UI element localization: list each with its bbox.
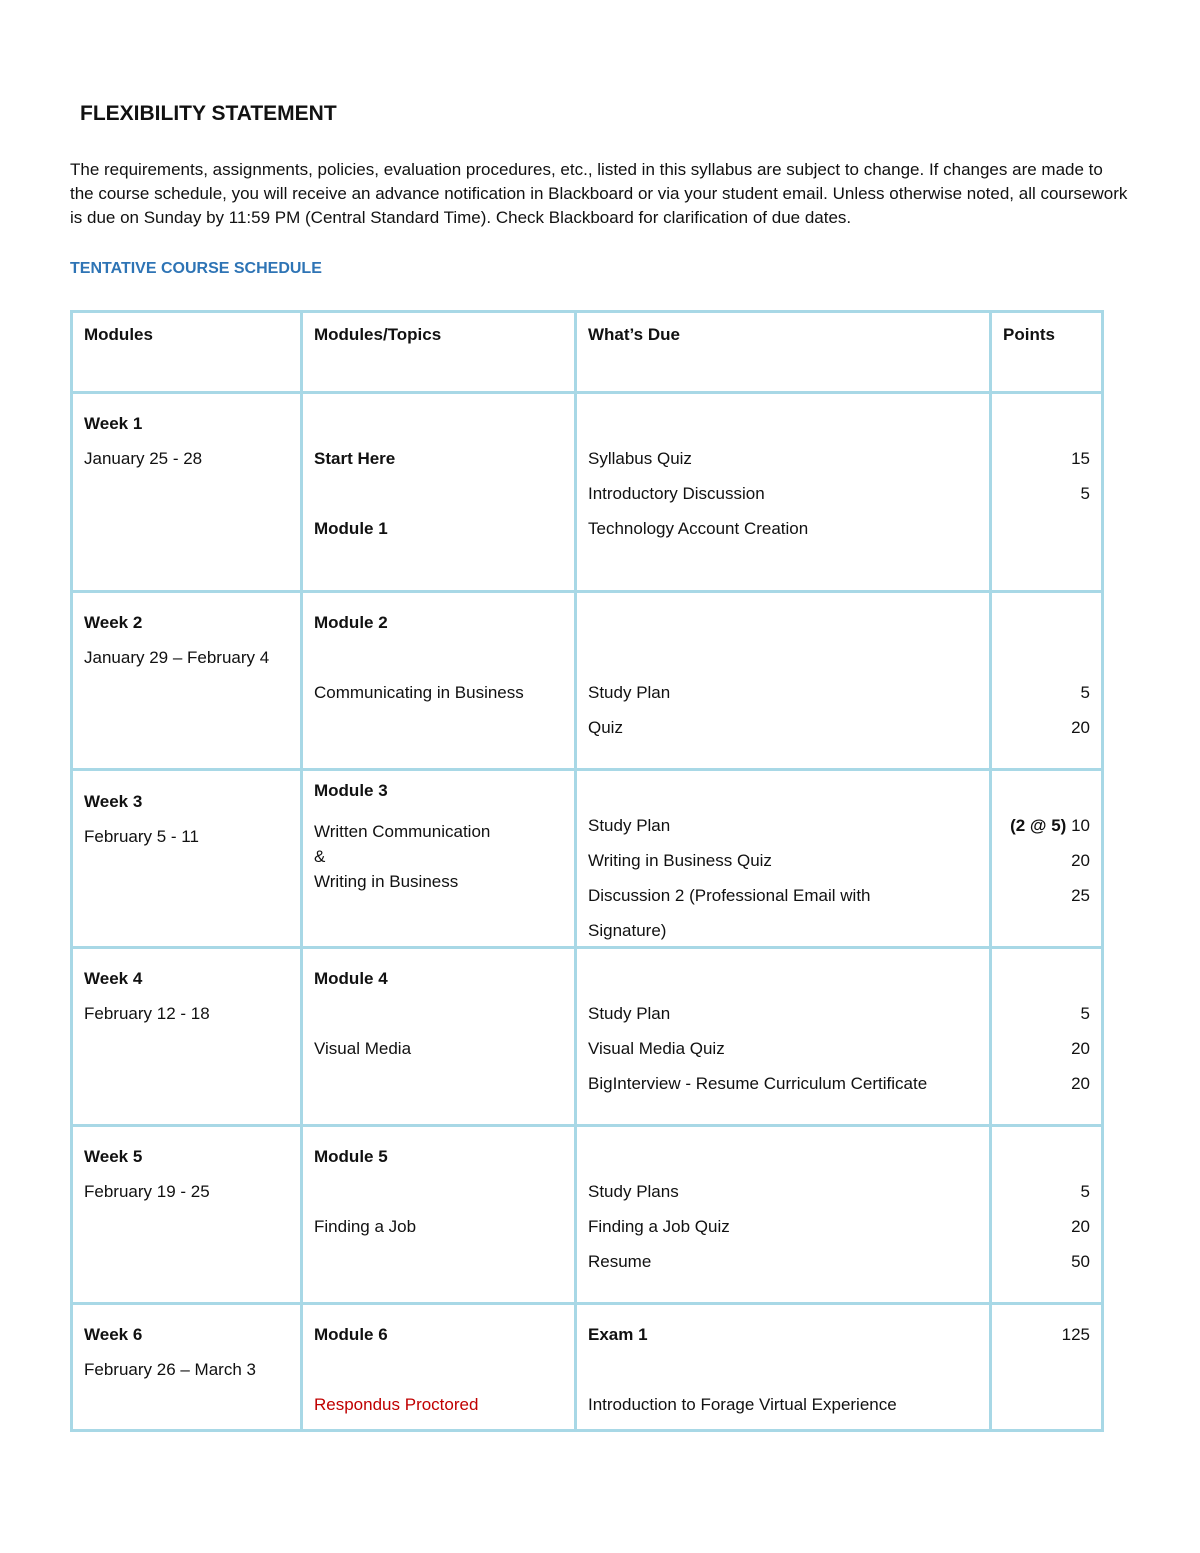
points-value: 125 — [1061, 1325, 1090, 1344]
points-number: 10 — [1071, 816, 1090, 835]
table-row — [70, 949, 1104, 1127]
points-value: 5 — [1080, 1182, 1090, 1201]
week-cell — [70, 1127, 300, 1302]
topic-line: Writing in Business — [314, 872, 459, 891]
due-cell — [574, 771, 989, 946]
table-row — [70, 593, 1104, 771]
due-item: Technology Account Creation — [588, 519, 809, 538]
header-modules: Modules — [70, 313, 300, 391]
points-value: 50 — [1071, 1252, 1090, 1271]
flexibility-paragraph: The requirements, assignments, policies, evaluation procedures, etc., listed in this syllabus are subject to change. If changes are made to the course schedule, you will receive an advance notification in Blackboard or via your student email. Unless otherwise noted, all coursework is due on Sunday by 11:59 PM (Central Standard Time). Check Blackboard for clarification of due dates. — [70, 160, 1128, 227]
table-row — [70, 771, 1104, 949]
due-cell — [574, 593, 989, 768]
topic-cell — [300, 1127, 574, 1302]
table-row — [70, 1127, 1104, 1305]
module-label: Module 6 — [314, 1325, 388, 1344]
points-value: 20 — [1071, 851, 1090, 870]
points-value: 20 — [1071, 1217, 1090, 1236]
topic-name: Finding a Job — [314, 1217, 417, 1236]
week-dates: February 26 – March 3 — [84, 1360, 256, 1379]
table-row — [70, 1305, 1104, 1432]
table-header-row — [70, 310, 1104, 394]
due-item: Introduction to Forage Virtual Experience — [588, 1395, 897, 1414]
points-value: 5 — [1080, 1004, 1090, 1023]
week-label: Week 1 — [84, 414, 143, 433]
week-label: Week 6 — [84, 1325, 143, 1344]
schedule-table — [70, 310, 1104, 1432]
week-dates: February 19 - 25 — [84, 1182, 210, 1201]
points-cell — [989, 593, 1104, 768]
due-cell — [574, 1127, 989, 1302]
points-cell — [989, 1305, 1104, 1429]
due-item: Study Plan — [588, 816, 671, 835]
week-cell — [70, 949, 300, 1124]
due-cell — [574, 394, 989, 590]
points-value — [1003, 808, 1090, 843]
due-item: Syllabus Quiz — [588, 449, 692, 468]
topic-start-here: Start Here — [314, 449, 396, 468]
due-cell — [574, 1305, 989, 1429]
points-value: 20 — [1071, 1039, 1090, 1058]
due-item: Study Plan — [588, 1004, 671, 1023]
topic-name: Communicating in Business — [314, 683, 524, 702]
due-cell — [574, 949, 989, 1124]
points-value: 25 — [1071, 886, 1090, 905]
due-item: Introductory Discussion — [588, 484, 765, 503]
points-cell — [989, 394, 1104, 590]
week-dates: January 25 - 28 — [84, 449, 203, 468]
due-item: Writing in Business Quiz — [588, 851, 772, 870]
topic-cell — [300, 771, 574, 946]
due-item: Study Plan — [588, 683, 671, 702]
topic-line: Written Communication — [314, 822, 491, 841]
points-value: 15 — [1071, 449, 1090, 468]
points-value: 20 — [1071, 718, 1090, 737]
proctored-note: Respondus Proctored — [314, 1395, 479, 1414]
due-item: Finding a Job Quiz — [588, 1217, 730, 1236]
week-cell — [70, 593, 300, 768]
header-whats-due: What’s Due — [574, 313, 989, 391]
points-cell — [989, 949, 1104, 1124]
due-item: Study Plans — [588, 1182, 679, 1201]
module-label: Module 2 — [314, 613, 388, 632]
due-item: Signature) — [588, 921, 667, 940]
week-dates: February 5 - 11 — [84, 827, 199, 846]
points-value: 5 — [1080, 484, 1090, 503]
module-label: Module 5 — [314, 1147, 388, 1166]
schedule-title: TENTATIVE COURSE SCHEDULE — [70, 260, 322, 277]
module-label: Module 1 — [314, 519, 388, 538]
week-label: Week 4 — [84, 969, 143, 988]
due-item: Visual Media Quiz — [588, 1039, 725, 1058]
points-value: 20 — [1071, 1074, 1090, 1093]
topic-line: & — [314, 847, 326, 866]
due-item: Discussion 2 (Professional Email with — [588, 886, 871, 905]
week-dates: February 12 - 18 — [84, 1004, 210, 1023]
module-label: Module 3 — [314, 781, 388, 800]
week-cell — [70, 771, 300, 946]
week-label: Week 2 — [84, 613, 143, 632]
due-item: Quiz — [588, 718, 623, 737]
week-label: Week 3 — [84, 792, 143, 811]
table-row — [70, 394, 1104, 593]
due-item: BigInterview - Resume Curriculum Certificate — [588, 1074, 928, 1093]
header-topics: Modules/Topics — [300, 313, 574, 391]
week-cell — [70, 1305, 300, 1429]
exam-label: Exam 1 — [588, 1325, 648, 1344]
flexibility-heading: FLEXIBILITY STATEMENT — [80, 102, 337, 125]
topic-cell — [300, 1305, 574, 1429]
week-dates: January 29 – February 4 — [84, 648, 270, 667]
topic-cell — [300, 593, 574, 768]
points-prefix: (2 @ 5) — [1010, 816, 1067, 835]
week-cell — [70, 394, 300, 590]
topic-name: Visual Media — [314, 1039, 412, 1058]
week-label: Week 5 — [84, 1147, 143, 1166]
points-value: 5 — [1080, 683, 1090, 702]
topic-cell — [300, 949, 574, 1124]
points-cell — [989, 1127, 1104, 1302]
points-cell — [989, 771, 1104, 946]
header-points: Points — [989, 313, 1104, 391]
topic-cell — [300, 394, 574, 590]
due-item: Resume — [588, 1252, 652, 1271]
module-label: Module 4 — [314, 969, 388, 988]
